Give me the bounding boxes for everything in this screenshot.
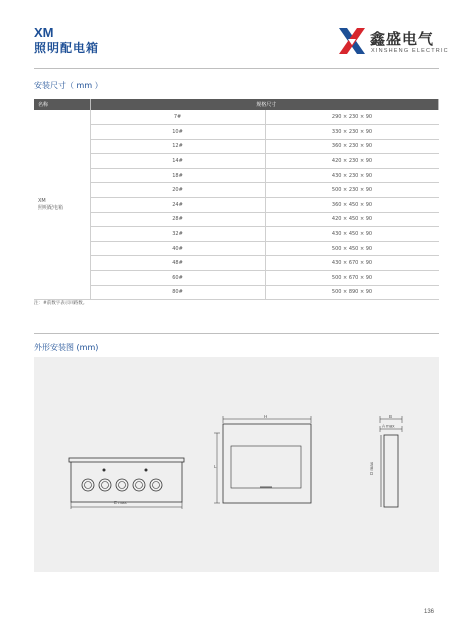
- model-number-cell: 28#: [90, 212, 265, 227]
- table-header-row: [34, 99, 439, 110]
- dimension-cell: 420 × 450 × 90: [265, 212, 439, 227]
- table-row: [34, 168, 439, 183]
- brand-logo: [337, 26, 449, 60]
- model-number-cell: 7#: [90, 110, 265, 125]
- dimension-cell: 500 × 670 × 90: [265, 271, 439, 286]
- brand-name-en: XINSHENG ELECTRIC: [371, 48, 449, 54]
- side-view-drawing: [369, 414, 402, 507]
- installation-drawing-panel: [34, 357, 439, 572]
- model-number-cell: 32#: [90, 227, 265, 242]
- model-number-cell: 10#: [90, 125, 265, 140]
- column-header-size: 规格尺寸: [90, 99, 439, 110]
- page-header-title: [34, 26, 99, 56]
- section-divider: [34, 333, 439, 334]
- model-number-cell: 24#: [90, 198, 265, 213]
- dim-label-A: A max: [382, 423, 395, 429]
- model-number-cell: 18#: [90, 168, 265, 183]
- table-row: [34, 154, 439, 169]
- dim-label-H: H: [264, 414, 268, 419]
- middle-view-drawing: [214, 414, 311, 503]
- xinsheng-logo-icon: [337, 26, 367, 56]
- table-row: [34, 198, 439, 213]
- model-number-cell: 40#: [90, 241, 265, 256]
- dimension-cell: 430 × 670 × 90: [265, 256, 439, 271]
- table-row: [34, 285, 439, 300]
- installation-drawing: [34, 357, 439, 572]
- model-number-cell: 80#: [90, 285, 265, 300]
- header-divider: [34, 68, 439, 69]
- table-row: [34, 125, 439, 140]
- table-row: [34, 139, 439, 154]
- model-number-cell: 60#: [90, 271, 265, 286]
- model-number-cell: 12#: [90, 139, 265, 154]
- dimension-cell: 360 × 450 × 90: [265, 198, 439, 213]
- dim-label-D: D max: [369, 461, 374, 475]
- table-row: [34, 183, 439, 198]
- model-number-cell: 14#: [90, 154, 265, 169]
- table-row: [34, 256, 439, 271]
- spec-table: [34, 99, 439, 300]
- dimension-cell: 330 × 230 × 90: [265, 125, 439, 140]
- dimension-cell: 360 × 230 × 90: [265, 139, 439, 154]
- install-section-title: 安装尺寸（ mm ）: [34, 81, 103, 90]
- model-number-cell: 20#: [90, 183, 265, 198]
- dim-label-B: B: [389, 414, 393, 419]
- series-code: XM: [34, 25, 54, 40]
- table-row: [34, 271, 439, 286]
- dim-label-E: E max: [114, 500, 127, 505]
- product-type-label: 照明配电箱: [38, 204, 64, 211]
- front-view-drawing: [69, 458, 184, 509]
- table-row: [34, 212, 439, 227]
- product-series-label: XM: [38, 197, 46, 204]
- drawing-section-title: 外形安装图 (mm): [34, 343, 99, 352]
- table-row: [34, 110, 439, 125]
- table-note: 注：#前数字表示回路数。: [34, 301, 88, 306]
- dimension-cell: 500 × 450 × 90: [265, 241, 439, 256]
- dimension-cell: 500 × 230 × 90: [265, 183, 439, 198]
- table-row: [34, 241, 439, 256]
- dim-label-L: L: [214, 464, 217, 469]
- dimension-cell: 500 × 890 × 90: [265, 285, 439, 300]
- product-name-cell: [34, 110, 90, 300]
- product-name: 照明配电箱: [34, 41, 100, 55]
- page-number: 136: [424, 609, 435, 615]
- dimension-cell: 420 × 230 × 90: [265, 154, 439, 169]
- dimension-cell: 430 × 230 × 90: [265, 168, 439, 183]
- model-number-cell: 48#: [90, 256, 265, 271]
- dimension-cell: 290 × 230 × 90: [265, 110, 439, 125]
- table-row: [34, 227, 439, 242]
- brand-name-cn: 鑫盛电气: [370, 30, 435, 48]
- column-header-name: 名称: [34, 99, 90, 110]
- dimension-cell: 430 × 450 × 90: [265, 227, 439, 242]
